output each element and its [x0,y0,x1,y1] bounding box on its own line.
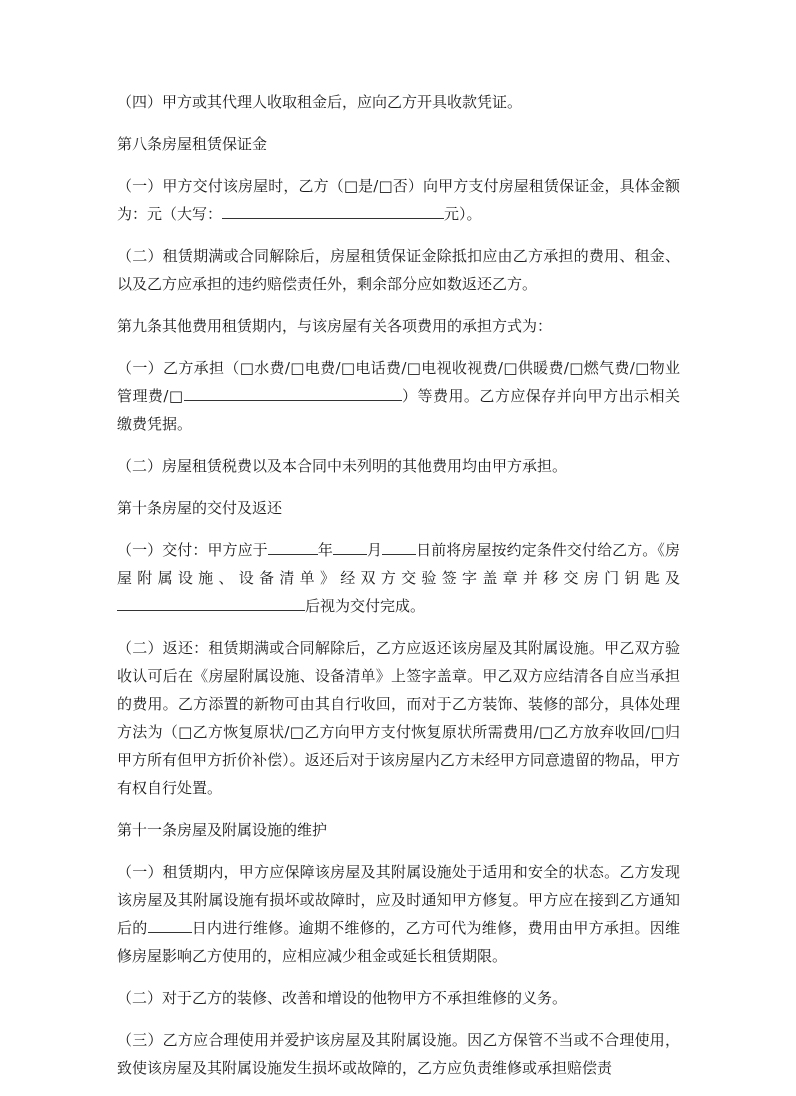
days-blank[interactable] [148,914,192,933]
clause-10-2 [117,634,680,802]
clause-10-1 [117,536,680,620]
paragraph-text: 日前将房屋按约定条件交付给乙方。《房屋附属设施、设备清单》经双方交验签字盖章并移交房门钥匙及 [117,541,680,587]
article-9-heading [117,312,680,340]
clause-11-1 [117,858,680,970]
article-8-heading [117,130,680,158]
fill-blank[interactable] [117,592,305,611]
heading-text: 第十一条房屋及附属设施的维护 [117,821,328,839]
paragraph-text: （三）乙方应合理使用并爱护该房屋及其附属设施。因乙方保管不当或不合理使用，致使该房屋及其附属设施发生损坏或故障的，乙方应负责维修或承担赔偿责 [117,1031,680,1077]
paragraph-text: （二）房屋租赁税费以及本合同中未列明的其他费用均由甲方承担。 [117,457,568,475]
paragraph-text: （二）租赁期满或合同解除后，房屋租赁保证金除抵扣应由乙方承担的费用、租金、以及乙方应承担的违约赔偿责任外，剩余部分应如数返还乙方。 [117,247,680,293]
clause-11-3 [117,1026,680,1082]
contract-page [117,88,680,1096]
paragraph-text: ）等费用。乙方应保存并向甲方出示相关缴费凭据。 [117,387,680,433]
clause-7-4 [117,88,680,116]
paragraph-text: （二）返还：租赁期满或合同解除后，乙方应返还该房屋及其附属设施。甲乙双方验收认可后在《房屋附属设施、设备清单》上签字盖章。甲乙双方应结清各自应当承担的费用。乙方添置的新物可由其自行收回，而对于乙方装饰、装修的部分，具体处理方法为（□乙方恢复原状/□乙方向甲方支付恢复原状所需费用/□乙方放弃收回/□归甲方所有但甲方折价补偿）。返还后对于该房屋内乙方未经甲方同意遗留的物品，甲方有权自行处置。 [117,639,680,797]
month-blank[interactable] [333,536,367,555]
paragraph-text: 日内进行维修。逾期不维修的，乙方可代为维修，费用由甲方承担。因维修房屋影响乙方使用的，应相应减少租金或延长租赁期限。 [117,919,680,965]
paragraph-text: 元）。 [444,205,482,223]
day-blank[interactable] [382,536,416,555]
paragraph-text: 年 [317,541,333,559]
fill-blank[interactable] [184,382,402,401]
heading-text: 第八条房屋租赁保证金 [117,135,268,153]
paragraph-text: （二）对于乙方的装修、改善和增设的他物甲方不承担维修的义务。 [117,989,568,1007]
heading-text: 第九条其他费用租赁期内，与该房屋有关各项费用的承担方式为： [117,317,553,335]
clause-9-1 [117,354,680,438]
heading-text: 第十条房屋的交付及返还 [117,499,283,517]
paragraph-text: （一）乙方承担（□水费/□电费/□电话费/□电视收视费/□供暖费/□燃气费/□物业管理费/□ [117,359,680,405]
paragraph-text: 月 [366,541,383,559]
article-10-heading [117,494,680,522]
article-11-heading [117,816,680,844]
paragraph-text: （一）租赁期内，甲方应保障该房屋及其附属设施处于适用和安全的状态。乙方发现该房屋及其附属设施有损坏或故障时，应及时通知甲方修复。甲方应在接到乙方通知后的 [117,863,680,937]
fill-blank[interactable] [222,200,444,219]
clause-8-2 [117,242,680,298]
paragraph-text: （一）交付：甲方应于 [117,541,268,559]
clause-11-2 [117,984,680,1012]
paragraph-text: （一）甲方交付该房屋时，乙方（□是/□否）向甲方支付房屋租赁保证金，具体金额为：元（大写： [117,177,680,223]
clause-8-1 [117,172,680,228]
year-blank[interactable] [268,536,318,555]
paragraph-text: 后视为交付完成。 [305,597,426,615]
clause-9-2 [117,452,680,480]
paragraph-text: （四）甲方或其代理人收取租金后，应向乙方开具收款凭证。 [117,93,523,111]
